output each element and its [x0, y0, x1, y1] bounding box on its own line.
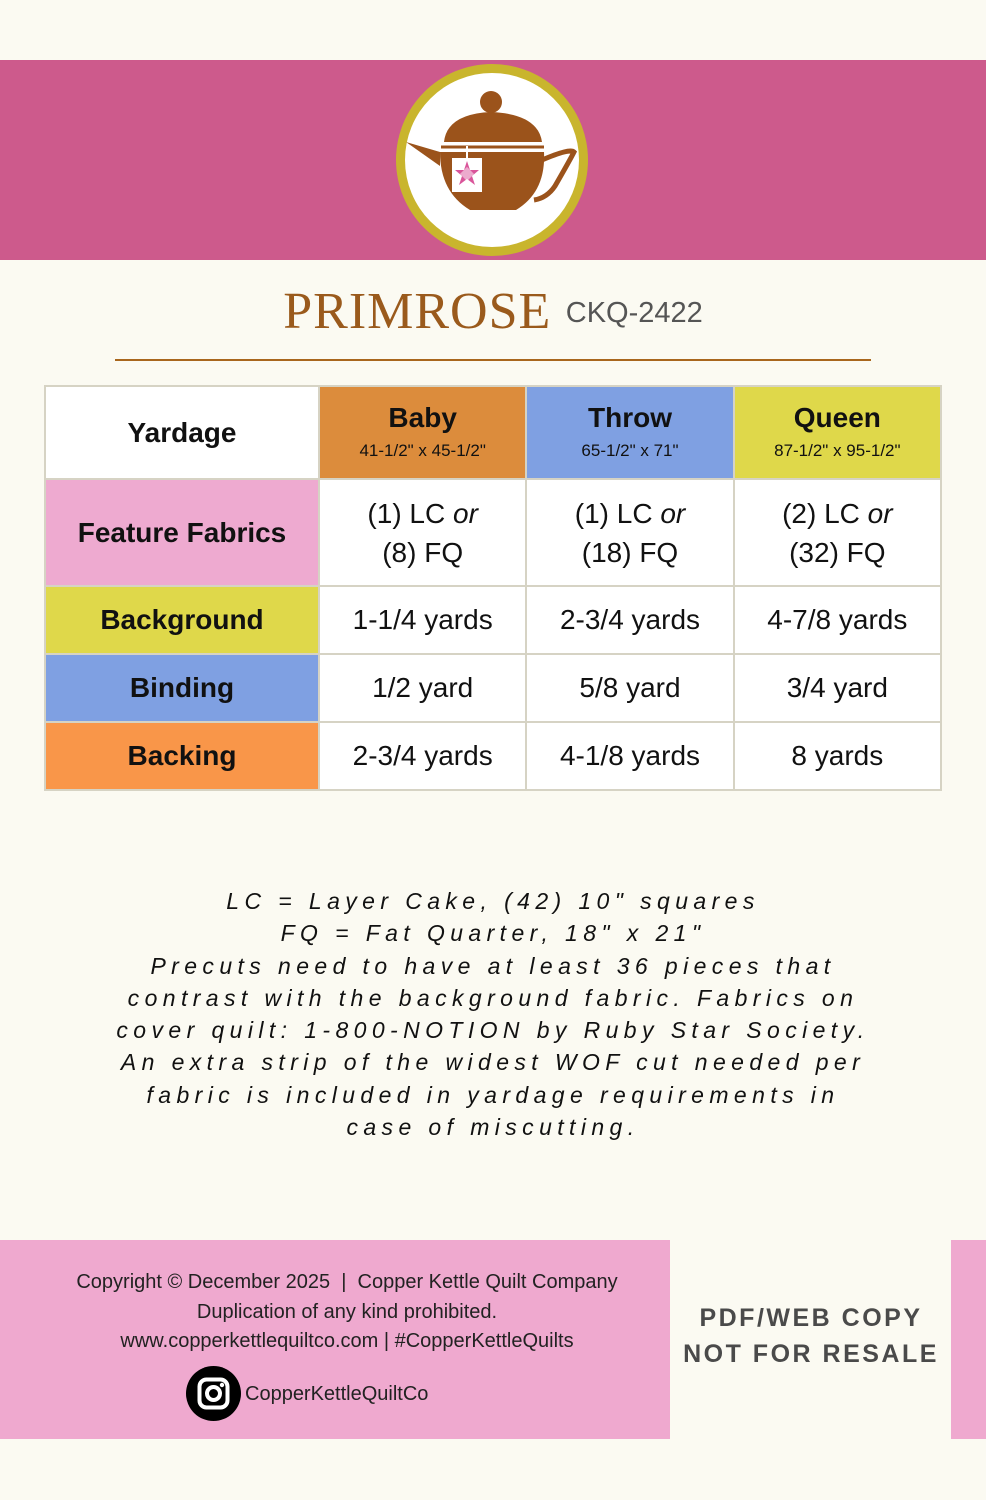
table-cell: 3/4 yard [734, 654, 941, 722]
table-cell: 1/2 yard [319, 654, 526, 722]
table-header-row [45, 386, 941, 479]
copyright-text: Copyright © December 2025 | Copper Kettle Quilt Company [76, 1271, 618, 1293]
size-header-baby [319, 386, 526, 479]
table-row-binding [45, 654, 941, 722]
row-label-feature-fabrics: Feature Fabrics [45, 479, 319, 586]
table-cell: 5/8 yard [526, 654, 733, 722]
cell-line: (32) FQ [789, 536, 886, 568]
row-label-binding: Binding [45, 654, 319, 722]
table-cell: 8 yards [734, 722, 941, 790]
yardage-header: Yardage [45, 386, 319, 479]
pattern-title [0, 282, 986, 341]
pattern-notes [60, 885, 926, 1143]
cell-or: or [453, 497, 478, 529]
size-dimensions: 65-1/2" x 71" [581, 440, 679, 460]
duplication-text: Duplication of any kind prohibited. [196, 1300, 498, 1323]
instagram-glyph [186, 1366, 241, 1421]
cell-line: (1) LC [367, 497, 453, 529]
table-cell: 4-7/8 yards [734, 586, 941, 654]
resale-line: NOT FOR RESALE [683, 1340, 939, 1368]
row-label-backing: Backing [45, 722, 319, 790]
table-cell: 1-1/4 yards [319, 586, 526, 654]
note-line: LC = Layer Cake, (42) 10" squares [226, 888, 760, 914]
table-row-feature [45, 479, 941, 586]
title-text: PRIMROSE [283, 283, 552, 340]
cell-line: (8) FQ [382, 536, 464, 568]
table-cell: 2-3/4 yards [526, 586, 733, 654]
size-name: Throw [587, 401, 672, 433]
note-line: FQ = Fat Quarter, 18" x 21" [280, 920, 706, 947]
footer-edge-strip [951, 1240, 986, 1439]
note-line: contrast with the background fabric. Fabrics on [127, 984, 859, 1011]
note-line: An extra strip of the widest WOF cut needed per [120, 1049, 866, 1076]
table-row-backing [45, 722, 941, 790]
size-name: Baby [388, 401, 457, 433]
size-dimensions: 87-1/2" x 95-1/2" [774, 440, 901, 460]
table-cell [734, 479, 941, 586]
cell-or: or [660, 497, 686, 529]
copyright-block [0, 1268, 694, 1357]
table-cell [526, 479, 733, 586]
table-row-background [45, 586, 941, 654]
cell-or: or [867, 497, 893, 529]
table-cell [319, 479, 526, 586]
sku-text: CKQ-2422 [565, 297, 703, 329]
resale-line: PDF/WEB COPY [699, 1304, 923, 1332]
resale-notice [672, 1300, 950, 1372]
website-link[interactable]: www.copperkettlequiltco.com | #CopperKettleQuilts [120, 1330, 574, 1352]
cell-line: (18) FQ [581, 536, 679, 568]
instagram-handle[interactable]: CopperKettleQuiltCo [245, 1383, 429, 1405]
cell-line: (1) LC [574, 497, 661, 529]
cell-line: (2) LC [782, 497, 868, 529]
size-header-queen [734, 386, 941, 479]
note-line: Precuts need to have at least 36 pieces that [150, 952, 836, 979]
note-line: cover quilt: 1-800-NOTION by Ruby Star Society. [116, 1017, 870, 1044]
size-name: Queen [793, 401, 881, 433]
note-line: case of miscutting. [346, 1114, 640, 1141]
table-cell: 4-1/8 yards [526, 722, 733, 790]
row-label-background: Background [45, 586, 319, 654]
teapot-icon [392, 60, 592, 260]
divider [115, 359, 871, 361]
yardage-table [44, 385, 942, 791]
size-header-throw [526, 386, 733, 479]
note-line: fabric is included in yardage requirements in [146, 1081, 840, 1108]
table-cell: 2-3/4 yards [319, 722, 526, 790]
size-dimensions: 41-1/2" x 45-1/2" [359, 440, 486, 460]
instagram-icon[interactable] [186, 1366, 241, 1421]
